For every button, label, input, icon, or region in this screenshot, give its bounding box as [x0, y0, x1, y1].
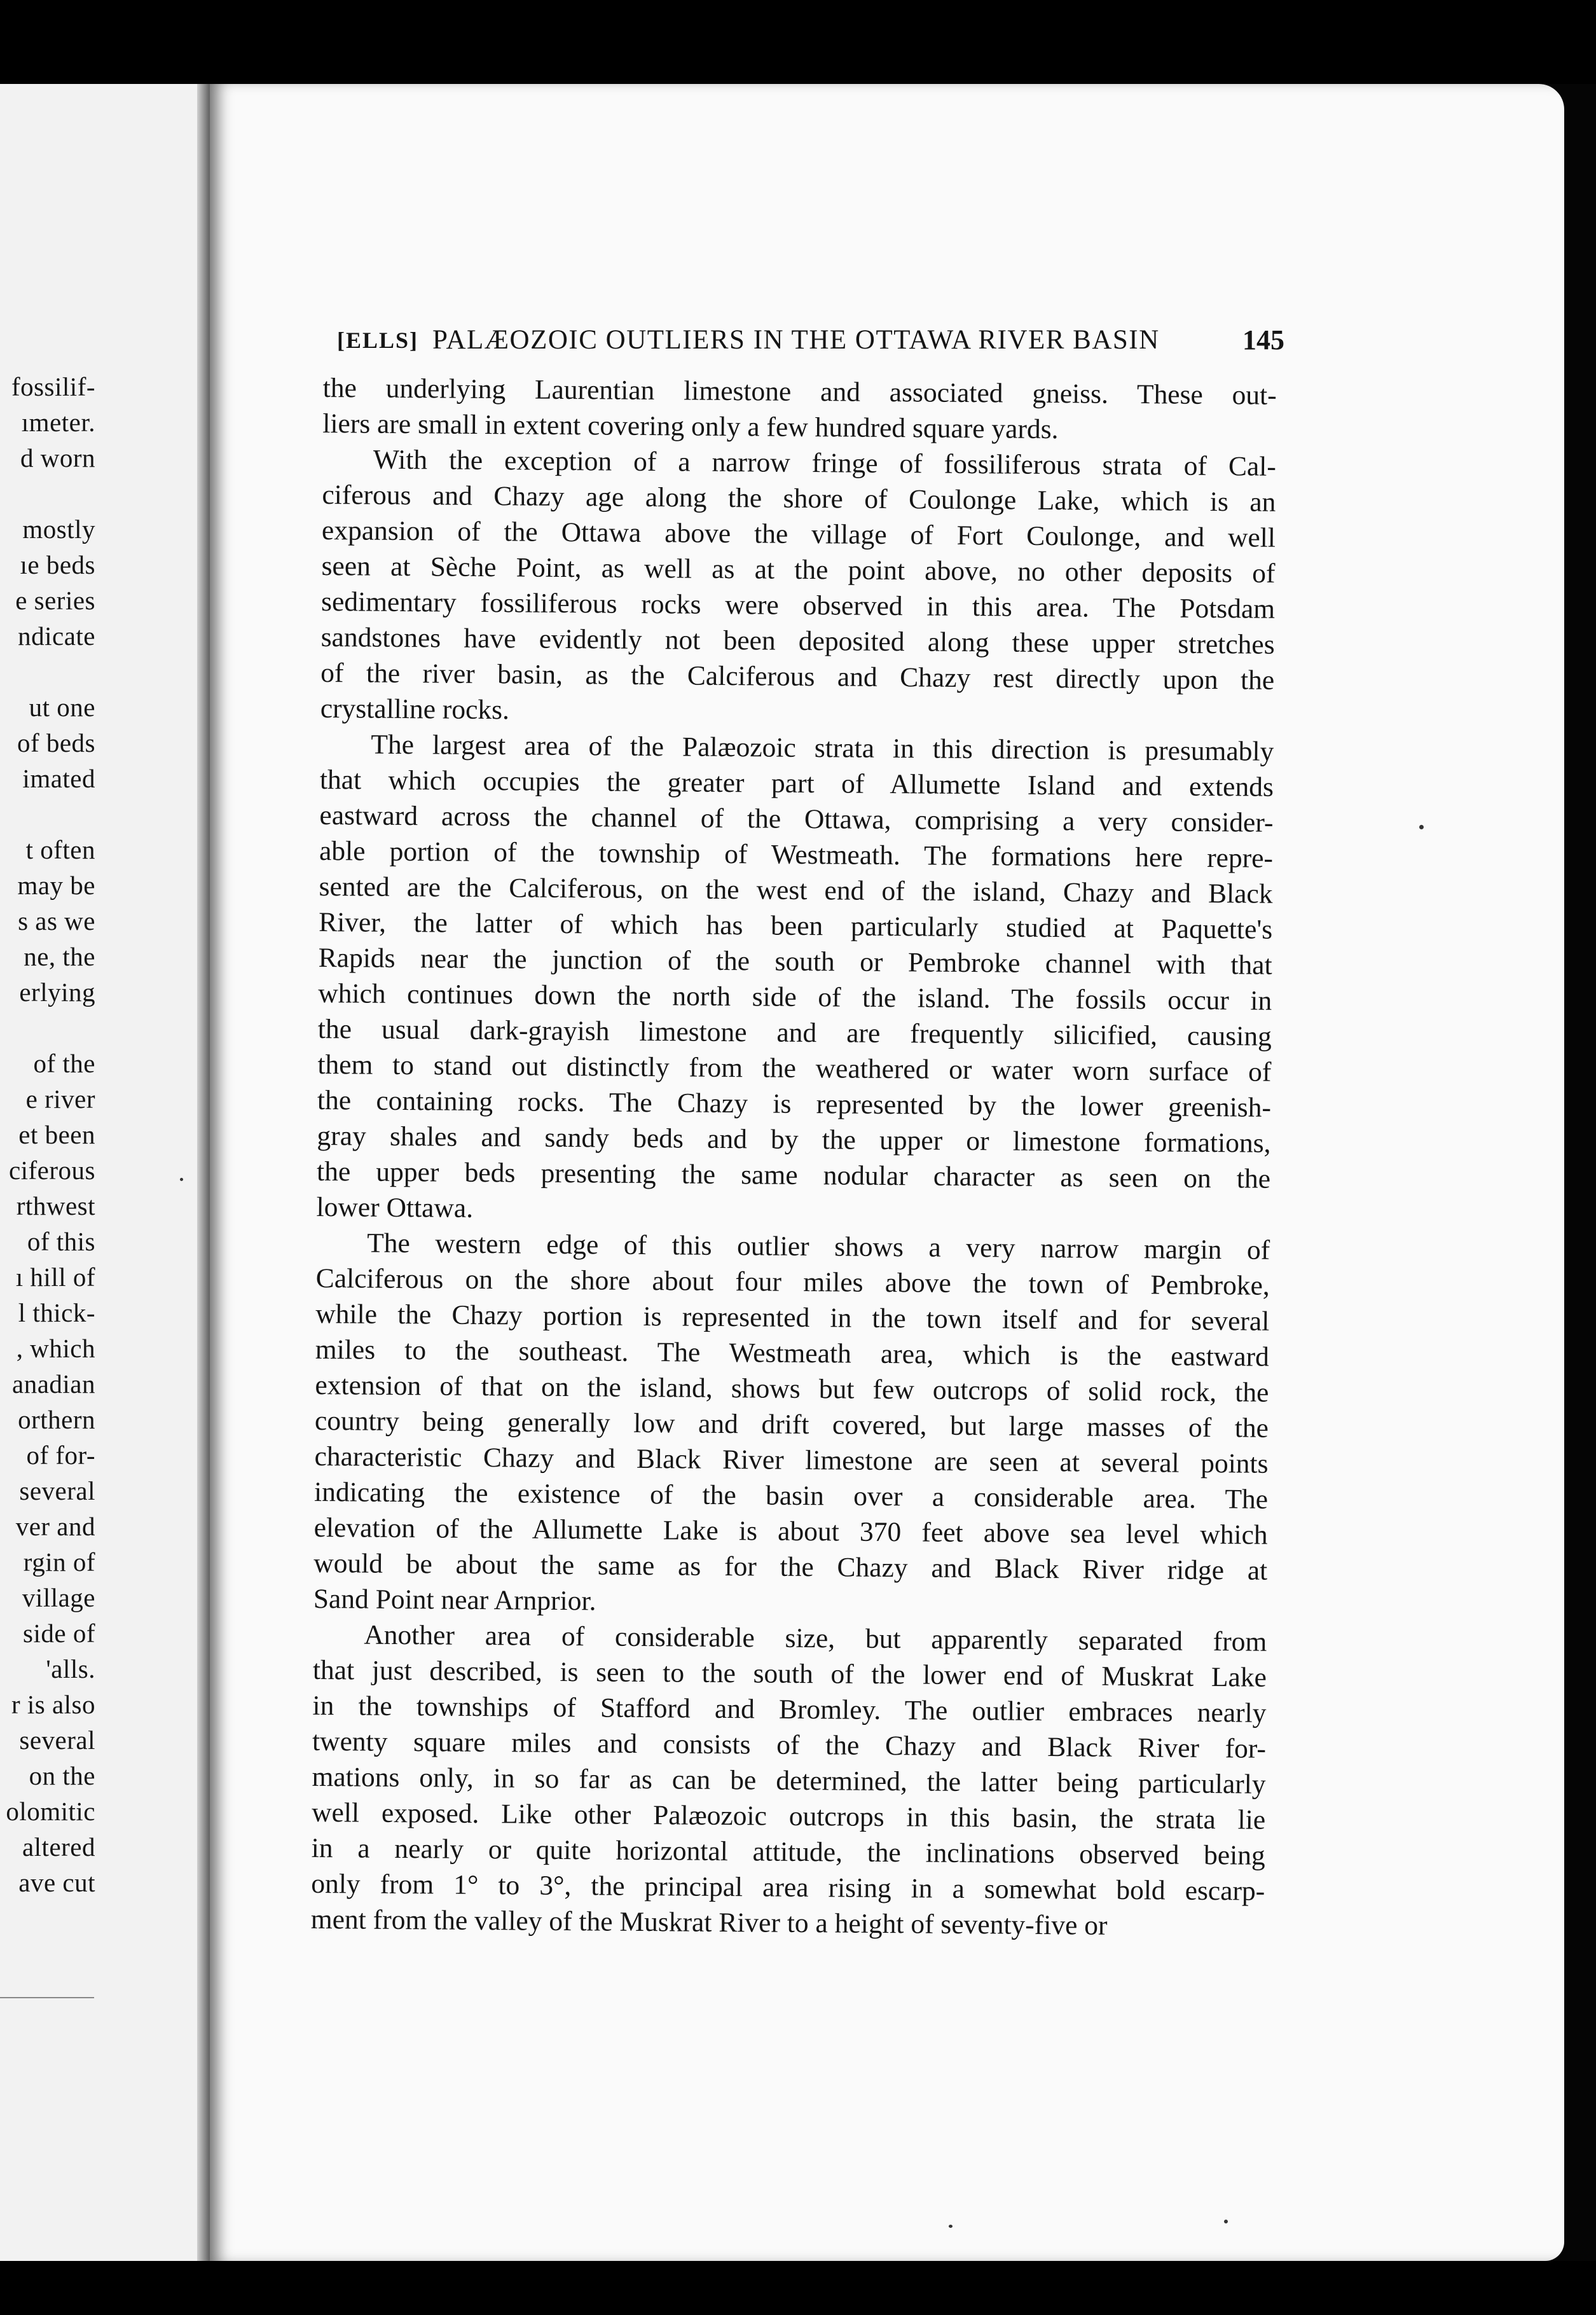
text-line: sedimentary fossiliferous rocks were observed in this area. The Potsdam	[320, 586, 1276, 625]
left-page-fragment: ımeter.	[21, 408, 95, 437]
text-line: well exposed. Like other Palæozoic outcrops in this basin, the strata lie	[311, 1797, 1266, 1835]
text-line: mations only, in so far as can be determined, the latter being particularly	[312, 1761, 1266, 1800]
left-page-fragment: r is also	[11, 1690, 95, 1719]
left-page-fragment: of this	[27, 1227, 95, 1256]
paragraph	[311, 1617, 1267, 1945]
text-line: that just described, is seen to the south of the lower end of Muskrat Lake	[312, 1654, 1267, 1693]
left-page-fragment	[0, 654, 95, 689]
text-line: lower Ottawa.	[316, 1191, 474, 1224]
text-line: liers are small in extent covering only a few hundred square yards.	[322, 408, 1059, 445]
scan-speck	[1419, 825, 1424, 829]
left-page-fragment: ı hill of	[15, 1262, 95, 1292]
text-line: extension of that on the island, shows but few outcrops of solid rock, the	[315, 1369, 1269, 1408]
text-line: country being generally low and drift covered, but large masses of the	[314, 1405, 1269, 1444]
text-line: seen at Sèche Point, as well as at the point above, no other deposits of	[321, 550, 1276, 589]
text-line: only from 1° to 3°, the principal area rising in a somewhat bold escarp-	[311, 1868, 1265, 1907]
text-line: ment from the valley of the Muskrat River to a height of seventy-five or	[310, 1904, 1108, 1941]
left-facing-page	[0, 84, 210, 2265]
text-line: which continues down the north side of the island. The fossils occur in	[318, 978, 1272, 1016]
text-line: miles to the southeast. The Westmeath area, which is the eastward	[315, 1334, 1270, 1372]
left-page-fragment: ut one	[29, 693, 95, 722]
text-line: sented are the Calciferous, on the west end of the island, Chazy and Black	[319, 871, 1273, 909]
left-page-fragment: fossilif-	[11, 372, 95, 401]
left-page-fragment: s as we	[18, 906, 95, 936]
text-line: Another area of considerable size, but apparently separated from	[364, 1619, 1267, 1657]
left-page-fragment: village	[22, 1583, 95, 1612]
paragraph	[322, 370, 1277, 449]
text-line: able portion of the township of Westmeath. The formations here repre-	[319, 835, 1274, 874]
left-page-fragment: ndicate	[18, 621, 95, 651]
left-page-fragment	[0, 1010, 95, 1046]
text-line: Sand Point near Arnprior.	[313, 1583, 596, 1617]
text-line: gray shales and sandy beds and by the upper or limestone formations,	[317, 1120, 1271, 1159]
text-line: Rapids near the junction of the south or Pembroke channel with that	[318, 942, 1272, 981]
scan-top-border	[0, 0, 1596, 84]
text-line: ciferous and Chazy age along the shore of Coulonge Lake, which is an	[322, 479, 1276, 518]
left-page-text-fragments	[0, 369, 95, 1900]
left-page-fragment: rgin of	[23, 1547, 95, 1577]
scan-bottom-border	[0, 2261, 1596, 2315]
left-page-fragment	[0, 476, 95, 511]
left-page-fragment: et been	[18, 1120, 95, 1149]
scan-speck	[1224, 2220, 1228, 2223]
paragraph	[320, 441, 1276, 734]
scan-speck	[949, 2225, 953, 2228]
left-page-fragment: orthern	[18, 1405, 95, 1434]
left-page-fragment: several	[19, 1725, 95, 1755]
left-page-fragment: ave cut	[18, 1868, 95, 1897]
left-page-fragment: t often	[25, 835, 95, 864]
left-page-fragment: of beds	[17, 728, 95, 757]
left-page-fragment: 'alls.	[46, 1654, 95, 1683]
left-page-fragment: ver and	[15, 1512, 95, 1541]
text-line: characteristic Chazy and Black River limestone are seen at several points	[314, 1441, 1269, 1479]
left-page-fragment: erlying	[19, 978, 95, 1007]
text-line: The western edge of this outlier shows a very narrow margin of	[367, 1227, 1270, 1266]
scan-speck	[180, 1178, 183, 1181]
left-page-fragment: olomitic	[6, 1797, 95, 1826]
text-line: River, the latter of which has been particularly studied at Paquette's	[318, 906, 1273, 945]
text-line: twenty square miles and consists of the Chazy and Black River for-	[312, 1725, 1267, 1764]
left-page-fragment: e series	[15, 586, 95, 615]
text-line: in a nearly or quite horizontal attitude, the inclinations observed being	[311, 1832, 1265, 1871]
text-line: eastward across the channel of the Ottawa, comprising a very consider-	[319, 799, 1274, 838]
left-page-fragment: ıe beds	[20, 550, 95, 579]
left-page-fragment: l thick-	[18, 1298, 95, 1327]
text-line: the usual dark-grayish limestone and are frequently silicified, causing	[317, 1013, 1272, 1052]
page-number: 145	[1242, 324, 1284, 356]
left-page-fragment: ciferous	[8, 1156, 95, 1185]
header-author: [ELLS]	[337, 328, 419, 353]
text-line: would be about the same as for the Chazy and Black River ridge at	[313, 1547, 1268, 1586]
text-line: expansion of the Ottawa above the village of Fort Coulonge, and well	[321, 515, 1276, 553]
left-page-fragment: altered	[22, 1832, 95, 1862]
text-line: in the townships of Stafford and Bromley. The outlier embraces nearly	[312, 1690, 1267, 1729]
body-text	[311, 370, 1277, 1945]
text-line: crystalline rocks.	[320, 693, 510, 726]
text-line: the containing rocks. The Chazy is represented by the lower greenish-	[317, 1084, 1272, 1123]
left-page-fragment: ne, the	[24, 942, 95, 971]
left-page-fragment: several	[19, 1476, 95, 1505]
running-head	[337, 321, 1284, 359]
text-line: the upper beds presenting the same nodular character as seen on the	[316, 1156, 1271, 1194]
text-line: them to stand out distinctly from the weathered or water worn surface of	[317, 1049, 1272, 1088]
text-line: With the exception of a narrow fringe of fossiliferous strata of Cal-	[373, 444, 1277, 482]
text-line: of the river basin, as the Calciferous and Chazy rest directly upon the	[320, 657, 1275, 696]
header-title: PALÆOZOIC OUTLIERS IN THE OTTAWA RIVER BASIN	[432, 325, 1160, 355]
left-page-fragment: d worn	[20, 443, 95, 473]
left-page-fragment: e river	[25, 1084, 95, 1114]
left-page-fragment: imated	[22, 764, 95, 793]
text-line: the underlying Laurentian limestone and associated gneiss. These out-	[322, 372, 1277, 411]
left-page-fragment: side of	[23, 1619, 95, 1648]
left-page-fragment: may be	[17, 871, 95, 900]
text-line: that which occupies the greater part of Allumette Island and extends	[319, 764, 1274, 803]
text-line: while the Chazy portion is represented in the town itself and for several	[315, 1298, 1270, 1337]
paragraph	[313, 1225, 1270, 1624]
text-line: Calciferous on the shore about four miles above the town of Pembroke,	[315, 1262, 1270, 1301]
left-page-fragment: rthwest	[16, 1191, 95, 1220]
text-line: indicating the existence of the basin over a considerable area. The	[313, 1476, 1269, 1515]
left-page-fragment: of for-	[26, 1441, 95, 1470]
left-page-fragment: of the	[33, 1049, 95, 1078]
text-line: The largest area of the Palæozoic strata in this direction is presumably	[371, 729, 1274, 767]
left-page-fragment: on the	[29, 1761, 95, 1790]
left-page-footnote-rule	[0, 1997, 94, 1998]
text-line: elevation of the Allumette Lake is about 370 feet above sea level which	[313, 1512, 1268, 1551]
left-page-fragment: anadian	[12, 1369, 95, 1399]
left-page-fragment: mostly	[22, 515, 95, 544]
paragraph	[316, 726, 1274, 1233]
left-page-fragment	[0, 796, 95, 832]
text-line: sandstones have evidently not been deposited along these upper stretches	[320, 621, 1275, 660]
left-page-fragment: , which	[16, 1334, 95, 1363]
